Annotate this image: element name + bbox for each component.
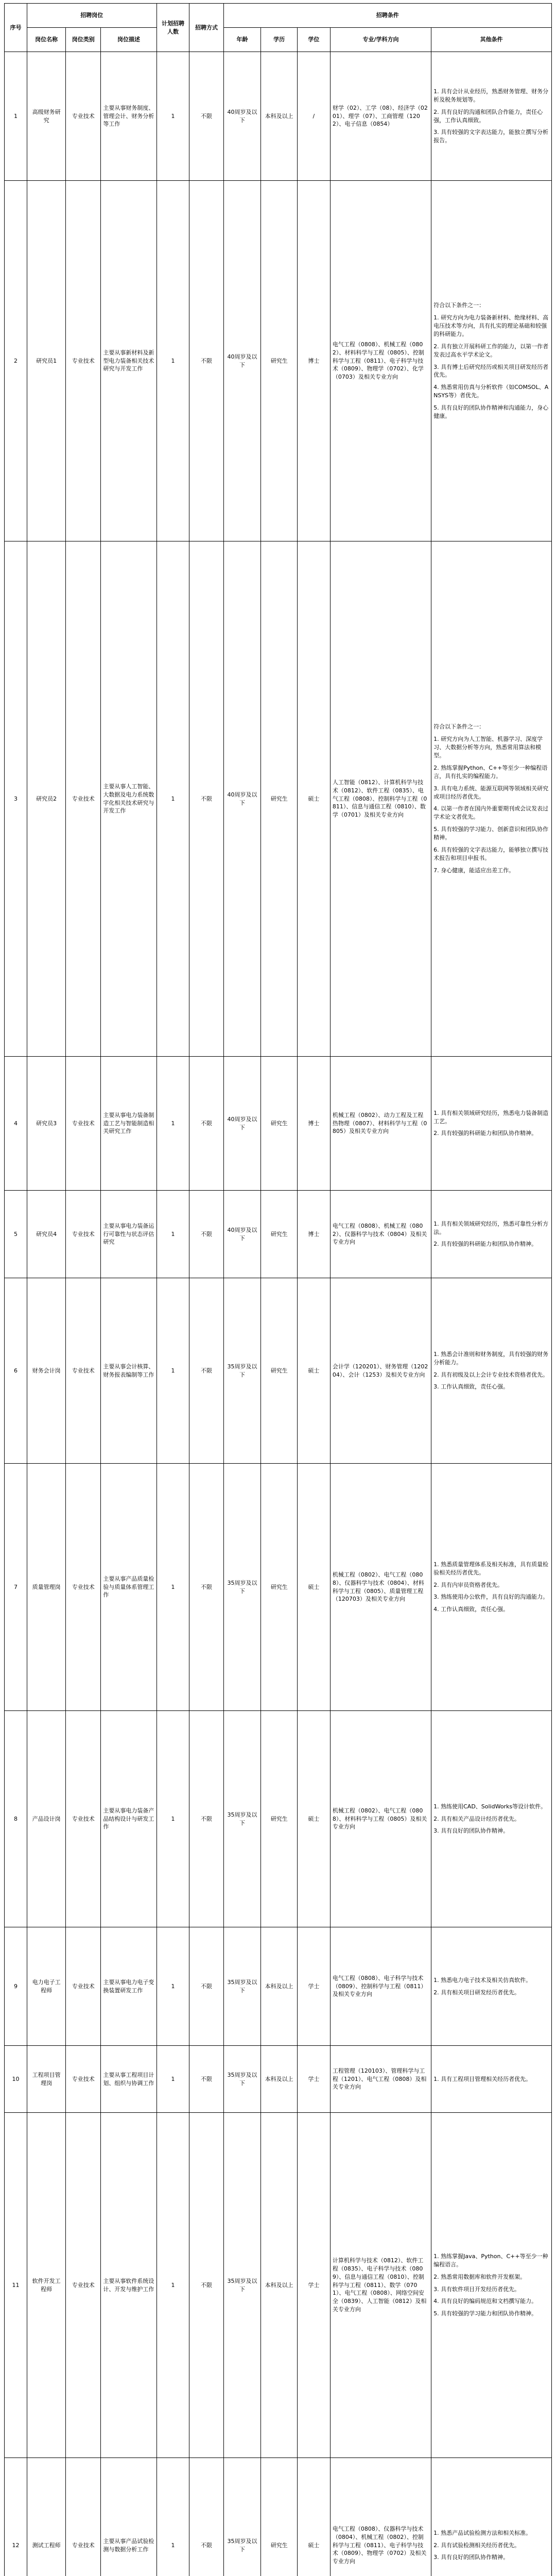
cell-form: 不限 bbox=[189, 1278, 223, 1464]
cell-education: 研究生 bbox=[261, 1278, 298, 1464]
cell-position-description: 主要从事产品试验检测与数据分析工作 bbox=[101, 2458, 157, 2576]
table-row bbox=[5, 1711, 552, 1927]
cell-position-name: 工程项目管理岗 bbox=[27, 2046, 66, 2113]
cell-position-name: 软件开发工程师 bbox=[27, 2113, 66, 2458]
condition-item: 4. 以第一作者在国内外重要期刊或会议发表过学术论文者优先。 bbox=[433, 805, 549, 821]
cell-other-conditions bbox=[431, 1464, 552, 1711]
cell-degree: 学士 bbox=[297, 1927, 330, 2046]
condition-item: 1. 熟悉会计准则和财务制度，具有较强的财务分析能力。 bbox=[433, 1350, 549, 1366]
cell-plan-count: 1 bbox=[157, 1278, 189, 1464]
cell-form: 不限 bbox=[189, 1464, 223, 1711]
cell-major: 机械工程（0802）、电气工程（0808）、材料科学与工程（0805）及相关专业方向 bbox=[330, 1711, 431, 1927]
cell-position-name: 产品设计岗 bbox=[27, 1711, 66, 1927]
header-position-group: 招聘岗位 bbox=[27, 4, 157, 28]
header-other-conditions: 其他条件 bbox=[431, 28, 552, 52]
condition-item: 6. 具有较强的文字表达能力，能够独立撰写技术报告和项目申报书。 bbox=[433, 846, 549, 862]
cell-education: 本科及以上 bbox=[261, 1927, 298, 2046]
cell-plan-count: 1 bbox=[157, 541, 189, 1057]
cell-education: 本科及以上 bbox=[261, 2113, 298, 2458]
cell-plan-count: 1 bbox=[157, 2046, 189, 2113]
condition-item: 2. 具有内审员资格者优先。 bbox=[433, 1581, 503, 1588]
cell-plan-count: 1 bbox=[157, 1191, 189, 1278]
cell-form: 不限 bbox=[189, 1057, 223, 1191]
cell-degree: 博士 bbox=[297, 181, 330, 541]
table-row bbox=[5, 52, 552, 181]
cell-form: 不限 bbox=[189, 2458, 223, 2576]
table-row bbox=[5, 181, 552, 541]
cell-degree: 硕士 bbox=[297, 1278, 330, 1464]
condition-item: 1. 熟练使用CAD、SolidWorks等设计软件。 bbox=[433, 1803, 547, 1810]
cell-position-category: 专业技术 bbox=[66, 1278, 101, 1464]
cell-education: 研究生 bbox=[261, 1711, 298, 1927]
condition-item: 1. 研究方向为人工智能、机器学习、深度学习、大数据分析等方向，熟悉常用算法和模型。 bbox=[433, 735, 543, 759]
cell-position-description: 主要从事新材料及新型电力装备相关技术研究与开发工作 bbox=[101, 181, 157, 541]
cell-education: 研究生 bbox=[261, 1057, 298, 1191]
cell-position-category: 专业技术 bbox=[66, 1057, 101, 1191]
condition-item: 3. 熟练使用办公软件，具有良好的沟通能力。 bbox=[433, 1594, 549, 1601]
cell-degree: 学士 bbox=[297, 2046, 330, 2113]
condition-item: 7. 身心健康，能适应出差工作。 bbox=[433, 867, 515, 874]
cell-education: 本科及以上 bbox=[261, 52, 298, 181]
cell-major: 工程管理（120103）、管理科学与工程（1201）、电气工程（0808）及相关专业方向 bbox=[330, 2046, 431, 2113]
cell-plan-count: 1 bbox=[157, 1057, 189, 1191]
cell-other-conditions bbox=[431, 541, 552, 1057]
cell-degree: 学士 bbox=[297, 2113, 330, 2458]
condition-item: 1. 熟悉质量管理体系及相关标准，具有质量检验相关经历者优先。 bbox=[433, 1561, 549, 1576]
cell-position-name: 高级财务研究 bbox=[27, 52, 66, 181]
table-header bbox=[5, 4, 552, 52]
recruitment-table bbox=[4, 3, 552, 2576]
cell-age: 35周岁及以下 bbox=[223, 1711, 261, 1927]
cell-position-description: 主要从事电力电子变换装置研发工作 bbox=[101, 1927, 157, 2046]
cell-age: 35周岁及以下 bbox=[223, 1464, 261, 1711]
cell-major: 电气工程（0808）、仪器科学与技术（0804）、机械工程（0802）、控制科学与工程（0811）、电子科学与技术（0809）、物理学（0702）及相关专业方向 bbox=[330, 2458, 431, 2576]
cell-seq: 6 bbox=[5, 1278, 27, 1464]
header-position-description: 岗位描述 bbox=[101, 28, 157, 52]
header-age: 年龄 bbox=[223, 28, 261, 52]
condition-item: 2. 具有独立开展科研工作的能力，以第一作者发表过高水平学术论文。 bbox=[433, 343, 549, 358]
condition-item: 2. 具有良好的沟通和团队合作能力，责任心强，工作认真细致。 bbox=[433, 108, 543, 124]
cell-other-conditions bbox=[431, 2113, 552, 2458]
cell-degree: 硕士 bbox=[297, 2458, 330, 2576]
cell-major: 机械工程（0802）、动力工程及工程热物理（0807）、材料科学与工程（0805）及相关专业方向 bbox=[330, 1057, 431, 1191]
cell-position-description: 主要从事软件系统设计、开发与维护工作 bbox=[101, 2113, 157, 2458]
cell-degree: 硕士 bbox=[297, 1464, 330, 1711]
cell-other-conditions bbox=[431, 1711, 552, 1927]
condition-item: 3. 具有良好的团队协作精神。 bbox=[433, 1827, 509, 1835]
cell-age: 35周岁及以下 bbox=[223, 2458, 261, 2576]
cell-major: 会计学（120201）、财务管理（120204）、会计（1253）及相关专业方向 bbox=[330, 1278, 431, 1464]
cell-position-description: 主要从事财务制度、管理会计、财务分析等工作 bbox=[101, 52, 157, 181]
condition-item: 2. 具有相关产品设计经历者优先。 bbox=[433, 1815, 520, 1822]
cell-age: 35周岁及以下 bbox=[223, 1278, 261, 1464]
cell-education: 研究生 bbox=[261, 1464, 298, 1711]
cell-position-description: 主要从事电力装备运行可靠性与状态评估研究 bbox=[101, 1191, 157, 1278]
cell-position-category: 专业技术 bbox=[66, 52, 101, 181]
condition-item: 4. 具有良好的编码规范和文档撰写能力。 bbox=[433, 2298, 537, 2305]
cell-seq: 11 bbox=[5, 2113, 27, 2458]
cell-position-name: 电力电子工程师 bbox=[27, 1927, 66, 2046]
cell-other-conditions bbox=[431, 1278, 552, 1464]
cell-other-conditions bbox=[431, 1927, 552, 2046]
cell-position-category: 专业技术 bbox=[66, 1191, 101, 1278]
cell-position-name: 研究员1 bbox=[27, 181, 66, 541]
table-row bbox=[5, 1464, 552, 1711]
condition-item: 5. 具有较强的学习能力和团队协作精神。 bbox=[433, 2310, 537, 2317]
condition-item: 3. 具有较强的文字表达能力，能独立撰写分析报告。 bbox=[433, 129, 549, 144]
cell-education: 研究生 bbox=[261, 1191, 298, 1278]
cell-plan-count: 1 bbox=[157, 181, 189, 541]
condition-item: 5. 具有较强的学习能力、创新意识和团队协作精神。 bbox=[433, 826, 549, 841]
condition-item: 1. 具有工程项目管理相关经历者优先。 bbox=[433, 2075, 532, 2082]
cell-degree: 硕士 bbox=[297, 541, 330, 1057]
cell-seq: 9 bbox=[5, 1927, 27, 2046]
cell-other-conditions bbox=[431, 1057, 552, 1191]
header-major: 专业/学科方向 bbox=[330, 28, 431, 52]
cell-position-category: 专业技术 bbox=[66, 2113, 101, 2458]
table-row bbox=[5, 1278, 552, 1464]
cell-age: 35周岁及以下 bbox=[223, 1927, 261, 2046]
condition-item: 符合以下条件之一： bbox=[433, 301, 485, 309]
condition-item: 2. 具有相关项目研发经历者优先。 bbox=[433, 1989, 520, 1996]
cell-seq: 5 bbox=[5, 1191, 27, 1278]
table-row bbox=[5, 2113, 552, 2458]
cell-form: 不限 bbox=[189, 1927, 223, 2046]
cell-form: 不限 bbox=[189, 52, 223, 181]
table-row bbox=[5, 541, 552, 1057]
cell-seq: 7 bbox=[5, 1464, 27, 1711]
cell-seq: 8 bbox=[5, 1711, 27, 1927]
cell-seq: 3 bbox=[5, 541, 27, 1057]
cell-plan-count: 1 bbox=[157, 1711, 189, 1927]
cell-other-conditions bbox=[431, 181, 552, 541]
table-row bbox=[5, 2046, 552, 2113]
cell-age: 40周岁及以下 bbox=[223, 541, 261, 1057]
cell-major: 电气工程（0808）、机械工程（0802）、仪器科学与技术（0804）及相关专业方向 bbox=[330, 1191, 431, 1278]
cell-form: 不限 bbox=[189, 181, 223, 541]
cell-position-name: 财务会计岗 bbox=[27, 1278, 66, 1464]
cell-major: 机械工程（0802）、电气工程（0808）、仪器科学与技术（0804）、材料科学与工程（0805）、质量管理工程（120703）及相关专业方向 bbox=[330, 1464, 431, 1711]
condition-item: 2. 具有较强的科研能力和团队协作精神。 bbox=[433, 1130, 537, 1137]
cell-seq: 10 bbox=[5, 2046, 27, 2113]
condition-item: 4. 工作认真细致，责任心强。 bbox=[433, 1606, 509, 1613]
cell-age: 35周岁及以下 bbox=[223, 2113, 261, 2458]
cell-seq: 12 bbox=[5, 2458, 27, 2576]
cell-position-category: 专业技术 bbox=[66, 1927, 101, 2046]
cell-major: 电气工程（0808）、电子科学与技术（0809）、控制科学与工程（0811）及相关专业方向 bbox=[330, 1927, 431, 2046]
cell-seq: 1 bbox=[5, 52, 27, 181]
condition-item: 1. 具有会计从业经历，熟悉财务管理、财务分析及税务规划等。 bbox=[433, 88, 549, 103]
header-position-name: 岗位名称 bbox=[27, 28, 66, 52]
cell-position-category: 专业技术 bbox=[66, 1464, 101, 1711]
cell-plan-count: 1 bbox=[157, 2113, 189, 2458]
cell-major: 电气工程（0808）、机械工程（0802）、材料科学与工程（0805）、控制科学与工程（0811）、电子科学与技术（0809）、物理学（0702）、化学（0703）及相关专业方向 bbox=[330, 181, 431, 541]
table-row bbox=[5, 2458, 552, 2576]
cell-position-description: 主要从事电力装备制造工艺与智能制造相关研究工作 bbox=[101, 1057, 157, 1191]
cell-form: 不限 bbox=[189, 541, 223, 1057]
cell-degree: 博士 bbox=[297, 1191, 330, 1278]
cell-education: 研究生 bbox=[261, 181, 298, 541]
condition-item: 3. 具有良好的团队协作精神。 bbox=[433, 2554, 509, 2561]
cell-other-conditions bbox=[431, 2046, 552, 2113]
cell-position-description: 主要从事产品质量检验与质量体系管理工作 bbox=[101, 1464, 157, 1711]
cell-position-category: 专业技术 bbox=[66, 2046, 101, 2113]
cell-position-description: 主要从事会计核算、财务报表编制等工作 bbox=[101, 1278, 157, 1464]
cell-position-category: 专业技术 bbox=[66, 2458, 101, 2576]
cell-position-name: 测试工程师 bbox=[27, 2458, 66, 2576]
condition-item: 3. 工作认真细致，责任心强。 bbox=[433, 1383, 509, 1391]
cell-other-conditions bbox=[431, 2458, 552, 2576]
condition-item: 5. 具有良好的团队协作精神和沟通能力，身心健康。 bbox=[433, 404, 549, 420]
header-form: 招聘方式 bbox=[189, 4, 223, 52]
cell-position-description: 主要从事工程项目计划、组织与协调工作 bbox=[101, 2046, 157, 2113]
cell-degree: 硕士 bbox=[297, 1711, 330, 1927]
condition-item: 1. 熟悉产品试验检测方法和相关标准。 bbox=[433, 2529, 532, 2536]
cell-age: 40周岁及以下 bbox=[223, 1057, 261, 1191]
cell-age: 35周岁及以下 bbox=[223, 2046, 261, 2113]
cell-position-name: 研究员2 bbox=[27, 541, 66, 1057]
cell-other-conditions bbox=[431, 1191, 552, 1278]
header-degree: 学位 bbox=[297, 28, 330, 52]
header-plan-count: 计划招聘人数 bbox=[157, 4, 189, 52]
cell-seq: 4 bbox=[5, 1057, 27, 1191]
condition-item: 1. 熟练掌握Java、Python、C++等至少一种编程语言。 bbox=[433, 2252, 548, 2268]
header-seq: 序号 bbox=[5, 4, 27, 52]
cell-form: 不限 bbox=[189, 2113, 223, 2458]
cell-age: 40周岁及以下 bbox=[223, 1191, 261, 1278]
cell-other-conditions bbox=[431, 52, 552, 181]
cell-education: 研究生 bbox=[261, 2458, 298, 2576]
condition-item: 1. 具有相关领域研究经历，熟悉可靠性分析方法。 bbox=[433, 1220, 549, 1235]
condition-item: 2. 具有初级及以上会计专业技术资格者优先。 bbox=[433, 1371, 549, 1378]
cell-form: 不限 bbox=[189, 1191, 223, 1278]
cell-plan-count: 1 bbox=[157, 1464, 189, 1711]
condition-item: 2. 熟悉常用数据库和软件开发框架。 bbox=[433, 2273, 526, 2280]
cell-position-category: 专业技术 bbox=[66, 541, 101, 1057]
header-position-category: 岗位类别 bbox=[66, 28, 101, 52]
cell-form: 不限 bbox=[189, 2046, 223, 2113]
cell-education: 研究生 bbox=[261, 541, 298, 1057]
table-body bbox=[5, 52, 552, 2576]
cell-degree: 博士 bbox=[297, 1057, 330, 1191]
cell-position-name: 研究员3 bbox=[27, 1057, 66, 1191]
condition-item: 1. 具有相关领域研究经历，熟悉电力装备制造工艺。 bbox=[433, 1109, 549, 1125]
condition-item: 4. 熟悉常用仿真与分析软件（如COMSOL、ANSYS等）者优先。 bbox=[433, 384, 549, 399]
cell-plan-count: 1 bbox=[157, 1927, 189, 2046]
condition-item: 2. 具有试验检测相关经历者优先。 bbox=[433, 2541, 520, 2549]
cell-position-name: 研究员4 bbox=[27, 1191, 66, 1278]
condition-item: 1. 研究方向为电力装备新材料、绝缘材料、高电压技术等方向，具有扎实的理论基础和较强的科研能力。 bbox=[433, 314, 549, 337]
cell-major: 计算机科学与技术（0812）、软件工程（0835）、电子科学与技术（0809）、信息与通信工程（0810）、控制科学与工程（0811）、数学（0701）、电气工程（0808）、网络空间安全（0839）、人工智能（0812）及相关专业方向 bbox=[330, 2113, 431, 2458]
condition-item: 3. 具有电力系统、能源互联网等领域相关研究或项目经历者优先。 bbox=[433, 785, 549, 800]
cell-position-category: 专业技术 bbox=[66, 1711, 101, 1927]
condition-item: 1. 熟悉电力电子技术及相关仿真软件。 bbox=[433, 1976, 532, 1984]
cell-position-name: 质量管理岗 bbox=[27, 1464, 66, 1711]
header-requirements-group: 招聘条件 bbox=[223, 4, 551, 28]
cell-education: 本科及以上 bbox=[261, 2046, 298, 2113]
header-education: 学历 bbox=[261, 28, 298, 52]
condition-item: 符合以下条件之一： bbox=[433, 723, 485, 730]
condition-item: 3. 具有软件项目开发经历者优先。 bbox=[433, 2285, 520, 2293]
condition-item: 3. 具有博士后研究经历或相关项目研发经历者优先。 bbox=[433, 363, 549, 379]
cell-position-category: 专业技术 bbox=[66, 181, 101, 541]
cell-seq: 2 bbox=[5, 181, 27, 541]
table-row bbox=[5, 1927, 552, 2046]
cell-plan-count: 1 bbox=[157, 2458, 189, 2576]
cell-major: 财学（02）、工学（08）、经济学（0201）、理学（07）、工商管理（1202）、电子信息（0854） bbox=[330, 52, 431, 181]
condition-item: 2. 具有较强的科研能力和团队协作精神。 bbox=[433, 1241, 537, 1248]
cell-age: 40周岁及以下 bbox=[223, 52, 261, 181]
cell-position-description: 主要从事电力装备产品结构设计与研发工作 bbox=[101, 1711, 157, 1927]
table-row bbox=[5, 1057, 552, 1191]
cell-age: 40周岁及以下 bbox=[223, 181, 261, 541]
condition-item: 2. 熟练掌握Python、C++等至少一种编程语言，具有扎实的编程能力。 bbox=[433, 764, 548, 779]
cell-position-description: 主要从事人工智能、大数据及电力系统数字化相关技术研究与开发工作 bbox=[101, 541, 157, 1057]
cell-degree: / bbox=[297, 52, 330, 181]
cell-form: 不限 bbox=[189, 1711, 223, 1927]
cell-major: 人工智能（0812）、计算机科学与技术（0812）、软件工程（0835）、电气工程（0808）、控制科学与工程（0811）、信息与通信工程（0810）、数学（0701）及相关专业方向 bbox=[330, 541, 431, 1057]
table-row bbox=[5, 1191, 552, 1278]
cell-plan-count: 1 bbox=[157, 52, 189, 181]
